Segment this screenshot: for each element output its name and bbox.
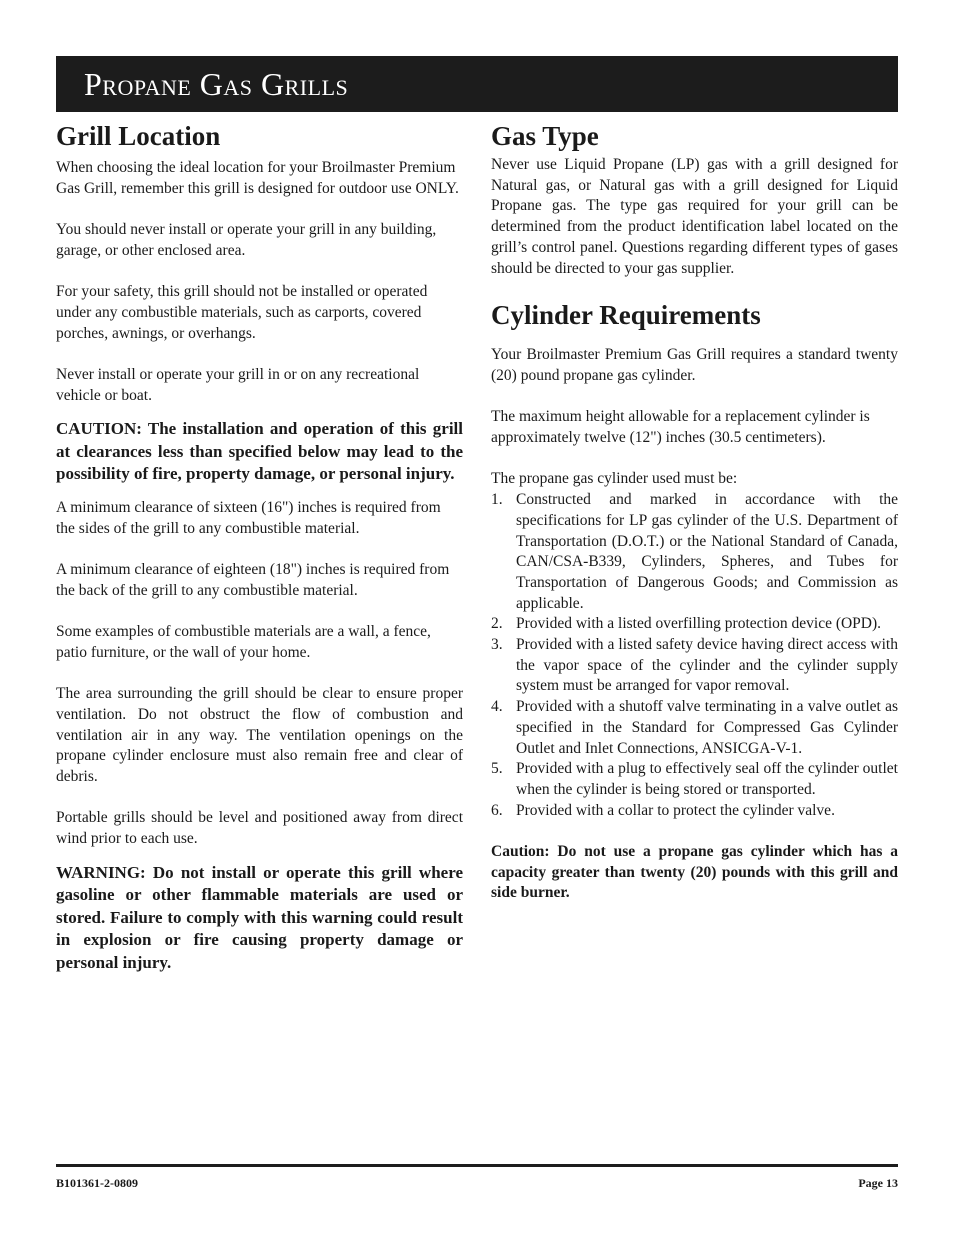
- caution-note: CAUTION: The installation and operation of this grill at clearances less than specified below may lead to the possibility of fire, property damage, or personal injury.: [56, 419, 463, 484]
- paragraph: Your Broilmaster Premium Gas Grill requires a standard twenty (20) pound propane gas cylinder.: [491, 346, 898, 384]
- footer-rule: [56, 1164, 898, 1167]
- document-number: B101361-2-0809: [56, 1176, 138, 1190]
- list-intro: The propane gas cylinder used must be:: [491, 470, 738, 488]
- gas-cylinder-column: [491, 118, 898, 904]
- paragraph: Portable grills should be level and positioned away from direct wind prior to each use.: [56, 809, 463, 848]
- page-title: Propane Gas Grills: [84, 66, 349, 102]
- cylinder-requirements-heading: Cylinder Requirements: [491, 300, 761, 331]
- paragraph: For your safety, this grill should not be installed or operated under any combustible materials, such as carports, covered porches, awnings, or overhangs.: [56, 283, 428, 342]
- paragraph: Never use Liquid Propane (LP) gas with a grill designed for Natural gas, or Natural gas with a grill designed for Liquid Propane gas. The type gas required for your grill can be determined from the product identification label located on the grill’s control panel. Questions regarding different types of gases should be directed to your gas supplier.: [491, 156, 898, 277]
- paragraph: A minimum clearance of eighteen (18") inches is required from the back of the grill to any combustible material.: [56, 560, 450, 599]
- requirements-list: [491, 490, 898, 821]
- list-item: 1. Constructed and marked in accordance with the specifications for LP gas cylinder of the U.S. Department of Transportation (D.O.T.) or the National Standard of Canada, CAN/CSA-B339, Cylinders, Spheres, and Tubes for Transportation of Dangerous Goods; and Commission as applicable.: [491, 491, 898, 612]
- list-item: 5. Provided with a plug to effectively seal off the cylinder outlet when the cylinder is being stored or transported.: [491, 760, 898, 798]
- grill-location-column: [56, 118, 463, 974]
- paragraph: When choosing the ideal location for your Broilmaster Premium Gas Grill, remember this grill is designed for outdoor use ONLY.: [56, 159, 459, 197]
- page-number: Page 13: [858, 1176, 898, 1190]
- paragraph: A minimum clearance of sixteen (16") inches is required from the sides of the grill to any combustible material.: [56, 498, 441, 537]
- paragraph: You should never install or operate your grill in any building, garage, or other enclosed area.: [56, 221, 437, 259]
- paragraph: Some examples of combustible materials are a wall, a fence, patio furniture, or the wall of your home.: [56, 623, 431, 661]
- grill-location-heading: Grill Location: [56, 121, 221, 151]
- paragraph: The maximum height allowable for a replacement cylinder is approximately twelve (12") inches (30.5 centimeters).: [491, 408, 870, 447]
- paragraph: The area surrounding the grill should be clear to ensure proper ventilation. Do not obstruct the flow of combustion and ventilation air in any way. The ventilation openings on the propane cylinder enclosure must also remain free and clear of debris.: [56, 685, 463, 785]
- gas-type-heading: Gas Type: [491, 121, 599, 151]
- list-item: 2. Provided with a listed overfilling protection device (OPD).: [491, 615, 882, 633]
- list-item: 3. Provided with a listed safety device having direct access with the vapor space of the cylinder and the cylinder supply system must be arranged for vapor removal.: [491, 636, 898, 695]
- paragraph: Never install or operate your grill in or on any recreational vehicle or boat.: [56, 365, 420, 404]
- list-item: 4. Provided with a shutoff valve terminating in a valve outlet as specified in the Standard for Compressed Gas Cylinder Outlet and Inlet Connections, ANSICGA-V-1.: [491, 698, 898, 757]
- warning-note: WARNING: Do not install or operate this grill where gasoline or other flammable materials are used or stored. Failure to comply with this warning could result in explosion or fire causing property damage or personal injury.: [56, 862, 463, 972]
- section-banner: [56, 56, 898, 112]
- caution-note: Caution: Do not use a propane gas cylinder which has a capacity greater than twenty (20) pounds with this grill and side burner.: [491, 843, 898, 902]
- list-item: 6. Provided with a collar to protect the cylinder valve.: [491, 801, 835, 819]
